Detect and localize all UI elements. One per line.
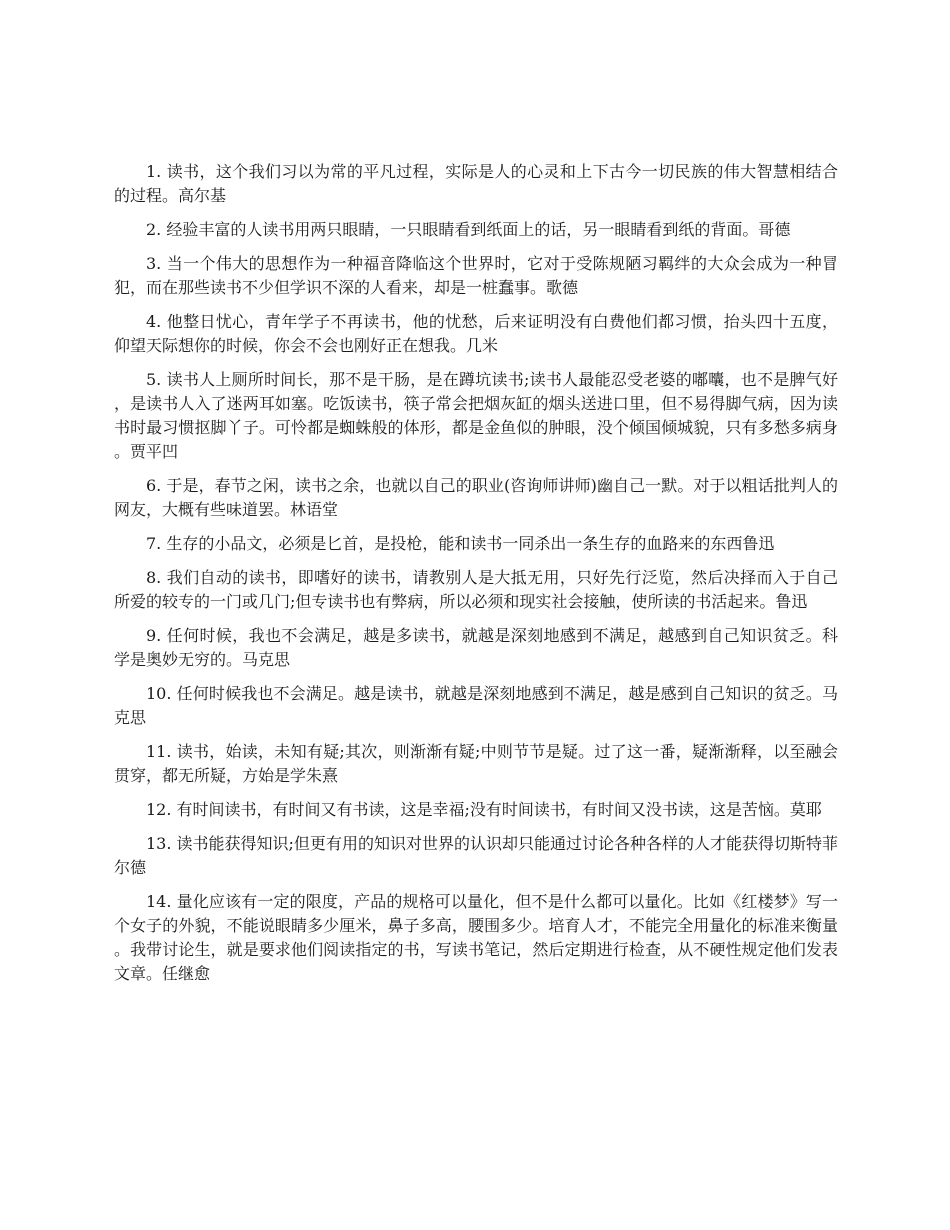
quote-paragraph-8: 8. 我们自动的读书，即嗜好的读书，请教别人是大抵无用，只好先行泛览，然后决择而入于自己所爱的较专的一门或几门;但专读书也有弊病，所以必须和现实社会接触，使所读的书活起来。鲁迅 [114,568,838,611]
document-body [114,160,838,996]
quote-paragraph-14: 14. 量化应该有一定的限度，产品的规格可以量化，但不是什么都可以量化。比如《红楼梦》写一个女子的外貌，不能说眼睛多少厘米，鼻子多高，腰围多少。培育人才，不能完全用量化的标准来衡量。我带讨论生，就是要求他们阅读指定的书，写读书笔记，然后定期进行检查，从不硬性规定他们发表文章。任继愈 [114,892,838,983]
quote-paragraph-12: 12. 有时间读书，有时间又有书读，这是幸福;没有时间读书，有时间又没书读，这是苦恼。莫耶 [146,800,822,819]
quote-paragraph-6: 6. 于是，春节之闲，读书之余，也就以自己的职业(咨询师讲师)幽自己一默。对于以粗话批判人的网友，大概有些味道罢。林语堂 [114,476,838,519]
quote-paragraph-10: 10. 任何时候我也不会满足。越是读书，就越是深刻地感到不满足，越是感到自己知识的贫乏。马克思 [114,684,838,727]
quote-paragraph-1: 1. 读书，这个我们习以为常的平凡过程，实际是人的心灵和上下古今一切民族的伟大智慧相结合的过程。高尔基 [114,162,838,205]
quote-paragraph-3: 3. 当一个伟大的思想作为一种福音降临这个世界时，它对于受陈规陋习羁绊的大众会成为一种冒犯，而在那些读书不少但学识不深的人看来，却是一桩蠢事。歌德 [114,254,838,297]
quote-paragraph-4: 4. 他整日忧心，青年学子不再读书，他的忧愁，后来证明没有白费他们都习惯，抬头四十五度，仰望天际想你的时候，你会不会也刚好正在想我。几米 [114,312,838,355]
quote-paragraph-5: 5. 读书人上厕所时间长，那不是干肠，是在蹲坑读书;读书人最能忍受老婆的嘟囔，也不是脾气好，是读书人入了迷两耳如塞。吃饭读书，筷子常会把烟灰缸的烟头送进口里，但不易得脚气病，因为读书时最习惯抠脚丫子。可怜都是蜘蛛般的体形，都是金鱼似的肿眼，没个倾国倾城貌，只有多愁多病身。贾平凹 [114,370,838,461]
quote-paragraph-2: 2. 经验丰富的人读书用两只眼睛，一只眼睛看到纸面上的话，另一眼睛看到纸的背面。哥德 [146,220,791,239]
quote-paragraph-9: 9. 任何时候，我也不会满足，越是多读书，就越是深刻地感到不满足，越感到自己知识贫乏。科学是奥妙无穷的。马克思 [114,626,838,669]
quote-paragraph-13: 13. 读书能获得知识;但更有用的知识对世界的认识却只能通过讨论各种各样的人才能获得切斯特菲尔德 [114,834,838,877]
quote-paragraph-11: 11. 读书，始读，未知有疑;其次，则渐渐有疑;中则节节是疑。过了这一番，疑渐渐释，以至融会贯穿，都无所疑，方始是学朱熹 [114,742,838,785]
quote-paragraph-7: 7. 生存的小品文，必须是匕首，是投枪，能和读书一同杀出一条生存的血路来的东西鲁迅 [146,534,775,553]
